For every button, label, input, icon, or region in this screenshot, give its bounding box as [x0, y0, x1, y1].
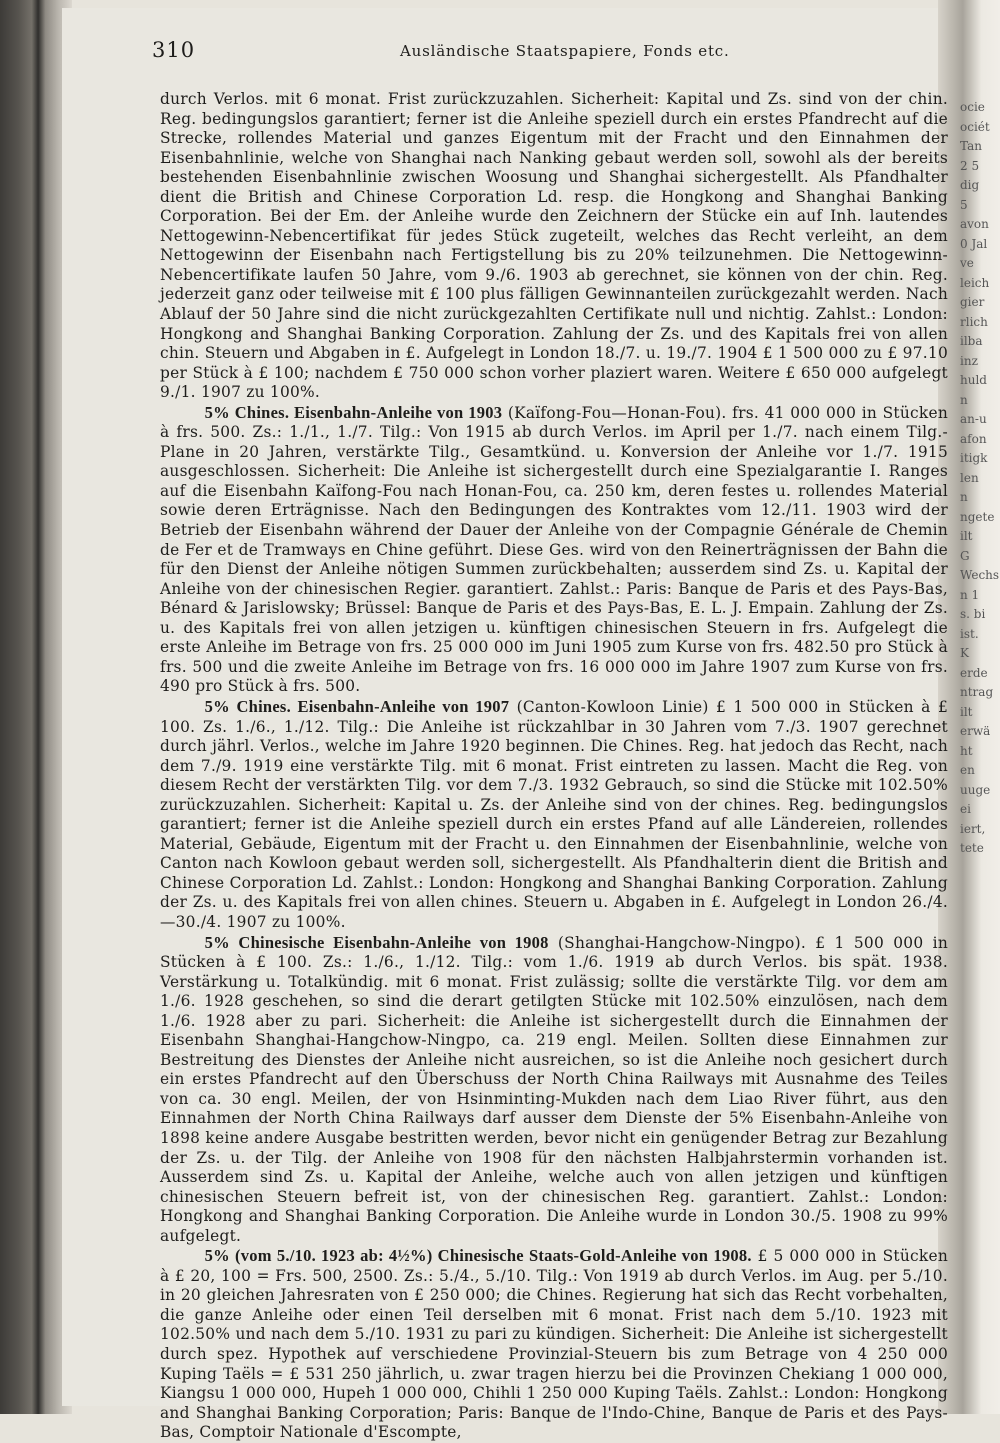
margin-fragment: tete [960, 841, 984, 855]
margin-fragment: ilt [960, 529, 973, 543]
paragraph-text: durch Verlos. mit 6 monat. Frist zurückzuzahlen. Sicherheit: Kapital und Zs. sind von der chin. Reg. bedingungslos garantiert; ferner ist die Anleihe speziell durch ein erstes Pfandrecht auf die Strecke, rollendes Material und ganzes Eigentum mit der Fracht und den Einnahmen der Eisenbahnlinie, welche von Shanghai nach Nanking gebaut werden soll, sowohl als der bereits bestehenden Eisenbahnlinie zwischen Woosung und Shanghai sichergestellt. Als Pfandhalter dient die British and Chinese Corporation Ld. resp. die Hongkong and Shanghai Banking Corporation. Bei der Em. der Anleihe wurde den Zeichnern der Stücke ein auf Inh. lautendes Nettogewinn-Nebencertifikat für jedes Stück zugeteilt, welches das Recht verleiht, an dem Nettogewinn der Eisenbahn nach Fertigstellung bis zu 20% teilzunehmen. Die Nettogewinn-Nebencertifikate laufen 50 Jahre, vom 9./6. 1903 ab gerechnet, sie können von der chin. Reg. jederzeit ganz oder teilweise mit £ 100 plus fälligen Gewinnanteilen zurückgezahlt werden. Nach Ablauf der 50 Jahre sind die nicht zurückgezahlten Certifikate null und nichtig. Zahlst.: London: Hongkong and Shanghai Banking Corporation. Zahlung der Zs. und des Kapitals frei von allen chin. Steuern und Abgaben in £. Aufgelegt in London 18./7. u. 19./7. 1904 £ 1 500 000 zu £ 97.10 per Stück à £ 100; nachdem £ 750 000 schon vorher plaziert waren. Weitere £ 650 000 aufgelegt 9./1. 1907 zu 100%. [160, 90, 948, 402]
loan-heading: 5% Chines. Eisenbahn-Anleihe von 1907 [204, 696, 510, 716]
loan-heading: 5% Chines. Eisenbahn-Anleihe von 1903 [204, 402, 503, 422]
margin-fragment: 5 [960, 197, 968, 212]
paragraph-text: £ 5 000 000 in Stücken à £ 20, 100 = Frs. 500, 2500. Zs.: 5./4., 5./10. Tilg.: Von 1919 ab durch Verlos. im Aug. per 5./10. in 20 gleichen Jahresraten von £ 250 000; die Chines. Regierung hat sich das Recht vorbehalten, die ganze Anleihe oder einen Teil derselben mit 6 monat. Frist nach dem 5./10. 1923 mit 102.50% und nach dem 5./10. 1931 zu pari zu kündigen. Sicherheit: Die Anleihe ist sichergestellt durch spez. Hypothek auf verschiedene Provinzial-Steuern bis zum Betrage von 4 250 000 Kuping Taëls = £ 531 250 jährlich, u. zwar tragen hierzu bei die Provinzen Chekiang 1 000 000, Kiangsu 1 000 000, Hupeh 1 000 000, Chihli 1 250 000 Kuping Taëls. Zahlst.: London: Hongkong and Shanghai Banking Corporation; Paris: Banque de l'Indo-Chine, Banque de Paris et des Pays-Bas, Comptoir Nationale d'Escompte, [160, 1247, 948, 1442]
margin-fragment: ist. [960, 626, 979, 641]
paragraph-loan-1907 [160, 697, 948, 933]
paragraph-continuation [160, 90, 948, 403]
paragraph-loan-1908-railway [160, 933, 948, 1247]
margin-fragment: ngete [960, 509, 995, 524]
margin-fragment: 2 5 [960, 158, 980, 173]
page-header [152, 38, 942, 72]
margin-fragment: huld [960, 373, 987, 387]
margin-fragment: ilt [960, 704, 973, 719]
margin-fragment: itigk [960, 451, 988, 465]
margin-fragment: an-u [960, 412, 987, 426]
margin-fragment: gier [960, 295, 985, 309]
loan-heading: 5% (vom 5./10. 1923 ab: 4½%) Chinesische Staats-Gold-Anleihe von 1908. [204, 1246, 752, 1266]
margin-fragment: n 1 [960, 587, 980, 602]
page-number: 310 [152, 38, 196, 62]
margin-fragment: erde [960, 665, 988, 680]
loan-heading: 5% Chinesische Eisenbahn-Anleihe von 1908 [204, 932, 549, 952]
margin-fragment: inz [960, 353, 978, 368]
opposite-page-fragments [960, 98, 1000, 1398]
margin-fragment: K [960, 646, 969, 660]
paragraph-loan-1908-gold [160, 1246, 948, 1442]
margin-fragment: s. bi [960, 607, 986, 621]
margin-fragment: ei [960, 802, 971, 816]
margin-fragment: len [960, 470, 979, 485]
margin-fragment: afon [960, 431, 987, 446]
margin-fragment: en [960, 763, 975, 777]
page-body [160, 90, 948, 1442]
margin-fragment: Tan [960, 139, 982, 153]
margin-fragment: ocie [960, 100, 985, 114]
paragraph-text: (Kaïfong-Fou—Honan-Fou). frs. 41 000 000 in Stücken à frs. 500. Zs.: 1./1., 1./7. Tilg.: Von 1915 ab durch Verlos. im April per 1./7. nach einem Tilg.-Plane in 20 Jahren, verstärkte Tilg., Gesamtkünd. u. Konversion der Anleihe vor 1./7. 1915 ausgeschlossen. Sicherheit: Die Anleihe ist sichergestellt durch eine Spezialgarantie I. Ranges auf die Eisenbahn Kaïfong-Fou nach Honan-Fou, ca. 250 km, deren festes u. rollendes Material sowie deren Erträgnisse. Nach den Bedingungen des Kontraktes vom 12./11. 1903 wird der Betrieb der Eisenbahn während der Dauer der Anleihe von der Compagnie Générale de Chemin de Fer et de Tramways en Chine geführt. Diese Ges. wird von den Reinerträgnissen der Bahn die für den Dienst der Anleihe nötigen Summen zurückbehalten; ausserdem sind Zs. u. Kapital der Anleihe von der chinesischen Regier. garantiert. Zahlst.: Paris: Banque de Paris et des Pays-Bas, Bénard & Jarislowsky; Brüssel: Banque de Paris et des Pays-Bas, E. L. J. Empain. Zahlung der Zs. u. des Kapitals frei von allen jetzigen u. künftigen chinesischen Steuern in frs. Aufgelegt die erste Anleihe im Betrage von frs. 25 000 000 im Juni 1905 zum Kurse von frs. 482.50 pro Stück à frs. 500 und die zweite Anleihe im Betrage von frs. 16 000 000 im Jahre 1907 zum Kurse von frs. 490 pro Stück à frs. 500. [160, 403, 948, 696]
margin-fragment: ntrag [960, 685, 994, 699]
margin-fragment: n [960, 392, 968, 407]
paragraph-text: (Canton-Kowloon Linie) £ 1 500 000 in Stücken à £ 100. Zs. 1./6., 1./12. Tilg.: Die Anleihe ist rückzahlbar in 30 Jahren vom 7./3. 1907 gerechnet durch jährl. Verlos., welche im Jahre 1920 beginnen. Die Chines. Reg. hat jedoch das Recht, nach dem 7./9. 1919 eine verstärkte Tilg. mit 6 monat. Frist eintreten zu lassen. Macht die Reg. von diesem Recht der verstärkten Tilg. vor dem 7./3. 1932 Gebrauch, so sind die Stücke mit 102.50% zurückzuzahlen. Sicherheit: Kapital u. Zs. der Anleihe sind von der chines. Reg. bedingungslos garantiert; ferner ist die Anleihe speziell durch ein erstes Pfand auf alle Ländereien, rollendes Material, Gebäude, Eigentum mit der Fracht u. den Einnahmen der Eisenbahnlinie, welche von Canton nach Kowloon gebaut werden soll, sichergestellt. Als Pfandhalterin dient die British and Chinese Corporation Ld. Zahlst.: London: Hongkong and Shanghai Banking Corporation. Zahlung der Zs. u. des Kapitals frei von allen chines. Steuern u. Abgaben in £. Aufgelegt in London 26./4.—30./4. 1907 zu 100%. [160, 697, 948, 931]
margin-fragment: iert, [960, 821, 986, 836]
paragraph-loan-1903 [160, 403, 948, 697]
margin-fragment: ilba [960, 334, 983, 348]
margin-fragment: dig [960, 178, 980, 192]
margin-fragment: G [960, 548, 970, 563]
margin-fragment: ve [960, 256, 974, 270]
margin-fragment: uuge [960, 782, 991, 797]
margin-fragment: Wechs [960, 568, 1000, 582]
margin-fragment: leich [960, 275, 990, 290]
margin-fragment: avon [960, 217, 989, 231]
margin-fragment: ociét [960, 119, 990, 134]
running-title: Ausländische Staatspapiere, Fonds etc. [400, 42, 730, 60]
margin-fragment: 0 Jal [960, 236, 988, 251]
margin-fragment: rlich [960, 314, 988, 329]
margin-fragment: ht [960, 743, 973, 758]
paragraph-text: (Shanghai-Hangchow-Ningpo). £ 1 500 000 in Stücken à £ 100. Zs.: 1./6., 1./12. Tilg.: vom 1./6. 1919 ab durch Verlos. bis spät. 1938. Verstärkung u. Totalkündig. mit 6 monat. Frist zulässig; sollte die verstärkte Tilg. vor dem am 1./6. 1928 geschehen, so sind die derart getilgten Stücke mit 102.50% einzulösen, nach dem 1./6. 1928 aber zu pari. Sicherheit: die Anleihe ist sichergestellt durch die Einnahmen der Eisenbahn Shanghai-Hangchow-Ningpo, ca. 219 engl. Meilen. Sollten diese Einnahmen zur Bestreitung des Dienstes der Anleihe nicht ausreichen, so ist die Anleihe noch gesichert durch ein erstes Pfandrecht auf den Überschuss der North China Railways mit Ausnahme des Teiles von ca. 30 engl. Meilen, der von Hsinminting-Mukden nach dem Liao River führt, aus den Einnahmen der North China Railways darf ausser dem Dienste der 5% Eisenbahn-Anleihe von 1898 keine andere Ausgabe bestritten werden, bevor nicht ein genügender Betrag zur Bezahlung der Zs. u. der Tilg. der Anleihe von 1908 für den nächsten Halbjahrstermin vorhanden ist. Ausserdem sind Zs. u. Kapital der Anleihe, welche auch von allen jetzigen und künftigen chinesischen Steuern befreit ist, von der chinesischen Reg. garantiert. Zahlst.: London: Hongkong and Shanghai Banking Corporation. Die Anleihe wurde in London 30./5. 1908 zu 99% aufgelegt. [160, 933, 948, 1245]
margin-fragment: n [960, 490, 968, 504]
margin-fragment: erwä [960, 724, 991, 738]
